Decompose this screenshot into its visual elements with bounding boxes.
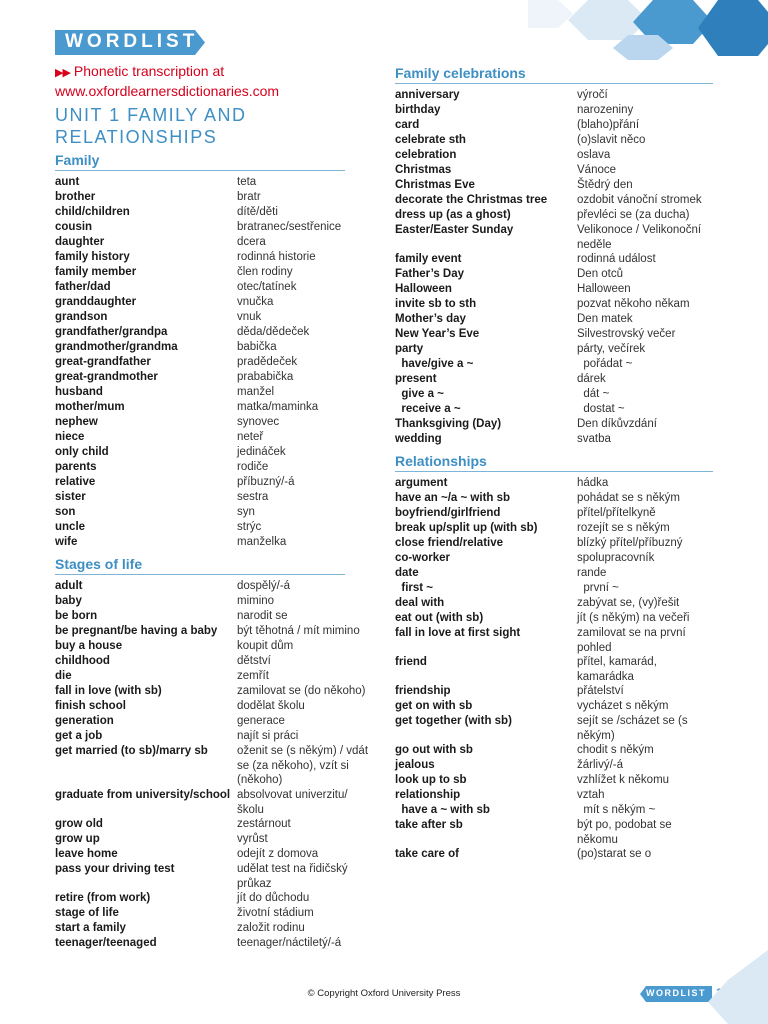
- wordlist-entry: [55, 669, 345, 684]
- czech-translation: synovec: [237, 416, 280, 428]
- english-term: nephew: [55, 416, 98, 428]
- czech-translation: přátelství: [577, 685, 624, 697]
- czech-translation: manželka: [237, 536, 287, 548]
- english-term: get a job: [55, 730, 103, 742]
- english-term: granddaughter: [55, 296, 137, 308]
- english-term: anniversary: [395, 89, 460, 101]
- right-column: [395, 65, 713, 862]
- english-term: get married (to sb)/marry sb: [55, 745, 208, 757]
- czech-translation: zamilovat se (do někoho): [237, 685, 366, 697]
- english-term: great-grandfather: [55, 356, 151, 368]
- wordlist-entry: [55, 520, 345, 535]
- wordlist-entry: [395, 818, 713, 847]
- wordlist-entry: [55, 475, 345, 490]
- czech-translation: oslava: [577, 149, 611, 161]
- wordlist-entry: [55, 295, 345, 310]
- english-term: celebrate sth: [395, 134, 466, 146]
- czech-translation: rodiče: [237, 461, 269, 473]
- wordlist-entry: [55, 445, 345, 460]
- english-term: card: [395, 119, 420, 131]
- wordlist-entry: [395, 417, 713, 432]
- wordlist-entry: [55, 235, 345, 250]
- wordlist-entry: [55, 175, 345, 190]
- english-term: generation: [55, 715, 114, 727]
- section-celebrations: [395, 65, 713, 447]
- czech-translation: dcera: [237, 236, 266, 248]
- english-term: childhood: [55, 655, 110, 667]
- wordlist-entry: [55, 594, 345, 609]
- wordlist-entry: [55, 847, 345, 862]
- english-term: great-grandmother: [55, 371, 158, 383]
- czech-translation: příbuzný/-á: [237, 476, 295, 488]
- english-term: take after sb: [395, 819, 463, 831]
- english-term: argument: [395, 477, 448, 489]
- wordlist-entry: [55, 788, 351, 817]
- english-term: get on with sb: [395, 700, 473, 712]
- wordlist-entry: [55, 250, 345, 265]
- czech-translation: (blaho)přání: [577, 119, 640, 131]
- wordlist-entry: [395, 743, 713, 758]
- czech-translation: přítel, kamarád, kamarádka: [577, 656, 661, 683]
- czech-translation: vnučka: [237, 296, 274, 308]
- wordlist-entry: [395, 803, 713, 818]
- czech-translation: Den díkůvzdání: [577, 418, 657, 430]
- wordlist-entry: [395, 178, 713, 193]
- wordlist-entry: [395, 342, 713, 357]
- wordlist-entry: [395, 387, 713, 402]
- czech-translation: ozdobit vánoční stromek: [577, 194, 702, 206]
- czech-translation: zabývat se, (vy)řešit: [577, 597, 680, 609]
- czech-translation: odejít z domova: [237, 848, 319, 860]
- english-term: grandson: [55, 311, 108, 323]
- english-term: son: [55, 506, 76, 518]
- wordlist-entry: [395, 312, 713, 327]
- czech-translation: vztah: [577, 789, 605, 801]
- wordlist-entry: [395, 699, 713, 714]
- english-term: friendship: [395, 685, 451, 697]
- english-term: finish school: [55, 700, 126, 712]
- wordlist-entry: [395, 521, 713, 536]
- czech-translation: svatba: [577, 433, 611, 445]
- english-term: father/dad: [55, 281, 111, 293]
- english-term: buy a house: [55, 640, 123, 652]
- english-term: family event: [395, 253, 462, 265]
- czech-translation: jít (s někým) na večeři: [577, 612, 690, 624]
- czech-translation: (o)slavit něco: [577, 134, 646, 146]
- czech-translation: rozejít se s někým: [577, 522, 670, 534]
- wordlist-entry: [395, 714, 713, 743]
- wordlist-entry: [395, 402, 713, 417]
- wordlist-entry: [395, 506, 713, 521]
- czech-translation: pozvat někoho někam: [577, 298, 690, 310]
- english-term: retire (from work): [55, 892, 151, 904]
- wordlist-entry: [395, 133, 713, 148]
- english-term: niece: [55, 431, 85, 443]
- english-term: grow old: [55, 818, 103, 830]
- czech-translation: otec/tatínek: [237, 281, 297, 293]
- czech-translation: dodělat školu: [237, 700, 305, 712]
- czech-translation: rodinná historie: [237, 251, 316, 263]
- wordlist-entry: [55, 729, 345, 744]
- czech-translation: zamilovat se na první pohled: [577, 627, 689, 654]
- czech-translation: oženit se (s někým) / vdát se (za někoho), vzít si (někoho): [237, 745, 372, 787]
- section-heading-celebrations: Family celebrations: [395, 65, 713, 84]
- czech-translation: bratranec/sestřenice: [237, 221, 342, 233]
- wordlist-entry: [55, 490, 345, 505]
- czech-translation: dětství: [237, 655, 271, 667]
- english-term: start a family: [55, 922, 126, 934]
- czech-translation: Štědrý den: [577, 179, 633, 191]
- decorative-corner-hexagon: [708, 950, 768, 1024]
- czech-translation: teta: [237, 176, 257, 188]
- english-term: Halloween: [395, 283, 452, 295]
- wordlist-entry: [395, 655, 713, 684]
- english-term: wife: [55, 536, 78, 548]
- czech-translation: člen rodiny: [237, 266, 293, 278]
- english-term: friend: [395, 656, 427, 668]
- english-term: adult: [55, 580, 83, 592]
- czech-translation: Silvestrovský večer: [577, 328, 676, 340]
- section-heading-family: Family: [55, 152, 345, 171]
- english-term: get together (with sb): [395, 715, 512, 727]
- czech-translation: syn: [237, 506, 255, 518]
- english-term: family history: [55, 251, 130, 263]
- wordlist-entry: [395, 596, 713, 611]
- czech-translation: mít s někým ~: [577, 804, 656, 816]
- wordlist-entry: [395, 788, 713, 803]
- czech-translation: najít si práci: [237, 730, 299, 742]
- czech-translation: spolupracovník: [577, 552, 655, 564]
- czech-translation: pohádat se s někým: [577, 492, 680, 504]
- czech-translation: Velikonoce / Velikonoční neděle: [577, 224, 705, 251]
- english-term: first ~: [395, 582, 434, 594]
- czech-translation: prababička: [237, 371, 294, 383]
- wordlist-entry: [55, 654, 345, 669]
- wordlist-entry: [395, 773, 713, 788]
- czech-translation: udělat test na řidičský průkaz: [237, 863, 351, 890]
- wordlist-entry: [395, 267, 713, 282]
- english-term: parents: [55, 461, 97, 473]
- czech-translation: strýc: [237, 521, 262, 533]
- wordlist-entry: [395, 611, 713, 626]
- english-term: be pregnant/be having a baby: [55, 625, 218, 637]
- english-term: relative: [55, 476, 96, 488]
- czech-translation: dospělý/-á: [237, 580, 291, 592]
- wordlist-entry: [395, 163, 713, 178]
- wordlist-entry: [55, 205, 345, 220]
- english-term: invite sb to sth: [395, 298, 477, 310]
- english-term: celebration: [395, 149, 457, 161]
- czech-translation: narodit se: [237, 610, 288, 622]
- english-term: party: [395, 343, 424, 355]
- czech-translation: vyrůst: [237, 833, 268, 845]
- english-term: present: [395, 373, 437, 385]
- english-term: dress up (as a ghost): [395, 209, 511, 221]
- czech-translation: manžel: [237, 386, 275, 398]
- english-term: stage of life: [55, 907, 119, 919]
- english-term: New Year’s Eve: [395, 328, 480, 340]
- left-column: [55, 152, 372, 951]
- czech-translation: Halloween: [577, 283, 631, 295]
- english-term: Christmas Eve: [395, 179, 475, 191]
- wordlist-entry: [395, 357, 713, 372]
- czech-translation: být těhotná / mít mimino: [237, 625, 360, 637]
- wordlist-entry: [55, 265, 345, 280]
- english-term: graduate from university/school: [55, 789, 231, 801]
- wordlist-entry: [55, 891, 345, 906]
- wordlist-entry: [55, 325, 345, 340]
- english-term: break up/split up (with sb): [395, 522, 538, 534]
- wordlist-entry: [55, 639, 345, 654]
- wordlist-entry: [55, 430, 345, 445]
- wordlist-entry: [395, 491, 713, 506]
- wordlist-entry: [55, 714, 345, 729]
- czech-translation: hádka: [577, 477, 609, 489]
- section-heading-stages: Stages of life: [55, 556, 345, 575]
- english-term: co-worker: [395, 552, 450, 564]
- wordlist-entry: [395, 148, 713, 163]
- czech-translation: jít do důchodu: [237, 892, 310, 904]
- czech-translation: matka/maminka: [237, 401, 319, 413]
- czech-translation: zemřít: [237, 670, 269, 682]
- english-term: fall in love (with sb): [55, 685, 162, 697]
- czech-translation: životní stádium: [237, 907, 314, 919]
- czech-translation: neteř: [237, 431, 264, 443]
- czech-translation: vzhlížet k někomu: [577, 774, 670, 786]
- english-term: give a ~: [395, 388, 444, 400]
- english-term: have a ~ with sb: [395, 804, 490, 816]
- wordlist-entry: [395, 193, 713, 208]
- wordlist-entry: [395, 297, 713, 312]
- english-term: daughter: [55, 236, 105, 248]
- czech-translation: zestárnout: [237, 818, 291, 830]
- czech-translation: být po, podobat se někomu: [577, 819, 675, 846]
- phonetic-label: Phonetic transcription at: [73, 63, 225, 79]
- english-term: only child: [55, 446, 109, 458]
- czech-translation: teenager/náctiletý/-á: [237, 937, 342, 949]
- czech-translation: narozeniny: [577, 104, 634, 116]
- wordlist-entry: [395, 758, 713, 773]
- wordlist-entry: [395, 432, 713, 447]
- wordlist-entry: [395, 581, 713, 596]
- english-term: boyfriend/girlfriend: [395, 507, 501, 519]
- english-term: grow up: [55, 833, 100, 845]
- section-family: [55, 152, 345, 550]
- english-term: fall in love at first sight: [395, 627, 521, 639]
- wordlist-entry: [395, 208, 713, 223]
- copyright-footer: © Copyright Oxford University Press: [307, 988, 461, 999]
- wordlist-entry: [55, 385, 345, 400]
- english-term: Easter/Easter Sunday: [395, 224, 514, 236]
- czech-translation: děda/dědeček: [237, 326, 310, 338]
- czech-translation: (po)starat se o: [577, 848, 652, 860]
- wordlist-entry: [395, 536, 713, 551]
- unit-title: UNIT 1 FAMILY AND RELATIONSHIPS: [55, 105, 247, 147]
- wordlist-entry: [55, 535, 345, 550]
- wordlist-entry: [55, 699, 345, 714]
- wordlist-entry: [395, 847, 713, 862]
- czech-translation: výročí: [577, 89, 608, 101]
- czech-translation: chodit s někým: [577, 744, 654, 756]
- section-stages: [55, 556, 372, 951]
- czech-translation: pořádat ~: [577, 358, 633, 370]
- decorative-hexagons: [528, 0, 768, 60]
- wordlist-entry: [55, 220, 345, 235]
- english-term: Christmas: [395, 164, 452, 176]
- english-term: brother: [55, 191, 96, 203]
- english-term: grandmother/grandma: [55, 341, 178, 353]
- czech-translation: založit rodinu: [237, 922, 305, 934]
- english-term: family member: [55, 266, 137, 278]
- wordlist-entry: [395, 223, 713, 252]
- english-term: go out with sb: [395, 744, 473, 756]
- dictionary-link[interactable]: www.oxfordlearnersdictionaries.com: [55, 83, 280, 99]
- czech-translation: párty, večírek: [577, 343, 646, 355]
- english-term: Mother’s day: [395, 313, 466, 325]
- czech-translation: babička: [237, 341, 277, 353]
- english-term: jealous: [395, 759, 435, 771]
- wordlist-entry: [55, 906, 345, 921]
- wordlist-entry: [55, 280, 345, 295]
- wordlist-entry: [55, 624, 360, 639]
- wordlist-entry: [55, 579, 345, 594]
- english-term: look up to sb: [395, 774, 467, 786]
- czech-translation: Vánoce: [577, 164, 617, 176]
- wordlist-entry: [395, 103, 713, 118]
- english-term: relationship: [395, 789, 461, 801]
- czech-translation: první ~: [577, 582, 619, 594]
- english-term: eat out (with sb): [395, 612, 484, 624]
- wordlist-entry: [55, 370, 345, 385]
- section-heading-relationships: Relationships: [395, 453, 713, 472]
- english-term: uncle: [55, 521, 86, 533]
- english-term: leave home: [55, 848, 118, 860]
- english-term: have an ~/a ~ with sb: [395, 492, 511, 504]
- phonetic-note: [55, 62, 279, 100]
- english-term: receive a ~: [395, 403, 461, 415]
- english-term: close friend/relative: [395, 537, 504, 549]
- english-term: be born: [55, 610, 98, 622]
- czech-translation: mimino: [237, 595, 275, 607]
- english-term: mother/mum: [55, 401, 125, 413]
- czech-translation: blízký přítel/příbuzný: [577, 537, 683, 549]
- wordlist-entry: [395, 282, 713, 297]
- czech-translation: sestra: [237, 491, 269, 503]
- czech-translation: sejít se /scházet se (s někým): [577, 715, 691, 742]
- english-term: date: [395, 567, 419, 579]
- english-term: pass your driving test: [55, 863, 175, 875]
- wordlist-entry: [55, 744, 372, 788]
- czech-translation: převléci se (za ducha): [577, 209, 690, 221]
- czech-translation: Den otců: [577, 268, 624, 280]
- english-term: sister: [55, 491, 86, 503]
- czech-translation: absolvovat univerzitu/ školu: [237, 789, 351, 816]
- czech-translation: vnuk: [237, 311, 262, 323]
- wordlist-entry: [55, 460, 345, 475]
- wordlist-entry: [55, 609, 345, 624]
- banner-title: WORDLIST: [65, 31, 199, 52]
- wordlist-entry: [395, 88, 713, 103]
- czech-translation: dítě/děti: [237, 206, 278, 218]
- czech-translation: přítel/přítelkyně: [577, 507, 656, 519]
- czech-translation: dostat ~: [577, 403, 625, 415]
- czech-translation: koupit dům: [237, 640, 294, 652]
- wordlist-entry: [395, 252, 713, 267]
- wordlist-entry: [55, 832, 345, 847]
- wordlist-entry: [55, 936, 345, 951]
- english-term: husband: [55, 386, 103, 398]
- czech-translation: bratr: [237, 191, 261, 203]
- wordlist-entry: [395, 566, 713, 581]
- english-term: child/children: [55, 206, 130, 218]
- wordlist-entry: [395, 327, 713, 342]
- english-term: teenager/teenaged: [55, 937, 157, 949]
- english-term: Father’s Day: [395, 268, 465, 280]
- english-term: baby: [55, 595, 82, 607]
- wordlist-entry: [55, 355, 345, 370]
- wordlist-entry: [55, 862, 351, 891]
- czech-translation: Den matek: [577, 313, 633, 325]
- wordlist-entry: [395, 626, 713, 655]
- wordlist-entry: [55, 921, 345, 936]
- wordlist-entry: [55, 505, 345, 520]
- wordlist-entry: [55, 415, 345, 430]
- czech-translation: dárek: [577, 373, 606, 385]
- english-term: birthday: [395, 104, 441, 116]
- wordlist-entry: [395, 118, 713, 133]
- english-term: decorate the Christmas tree: [395, 194, 548, 206]
- english-term: deal with: [395, 597, 445, 609]
- wordlist-entry: [55, 400, 345, 415]
- wordlist-entry: [395, 684, 713, 699]
- wordlist-entry: [55, 817, 345, 832]
- czech-translation: rande: [577, 567, 607, 579]
- czech-translation: vycházet s někým: [577, 700, 669, 712]
- czech-translation: žárlivý/-á: [577, 759, 624, 771]
- english-term: wedding: [395, 433, 442, 445]
- wordlist-entry: [395, 551, 713, 566]
- double-arrow-icon: ▶▶: [55, 67, 70, 79]
- wordlist-entry: [395, 476, 713, 491]
- czech-translation: generace: [237, 715, 285, 727]
- english-term: die: [55, 670, 72, 682]
- english-term: cousin: [55, 221, 93, 233]
- wordlist-entry: [55, 190, 345, 205]
- czech-translation: pradědeček: [237, 356, 298, 368]
- czech-translation: jedináček: [237, 446, 286, 458]
- english-term: take care of: [395, 848, 459, 860]
- english-term: Thanksgiving (Day): [395, 418, 502, 430]
- czech-translation: dát ~: [577, 388, 610, 400]
- english-term: aunt: [55, 176, 80, 188]
- english-term: have/give a ~: [395, 358, 474, 370]
- wordlist-entry: [55, 684, 366, 699]
- wordlist-entry: [395, 372, 713, 387]
- wordlist-entry: [55, 310, 345, 325]
- wordlist-entry: [55, 340, 345, 355]
- section-relationships: [395, 453, 713, 862]
- english-term: grandfather/grandpa: [55, 326, 168, 338]
- footer-tag-text: WORDLIST: [646, 988, 706, 998]
- czech-translation: rodinná událost: [577, 253, 656, 265]
